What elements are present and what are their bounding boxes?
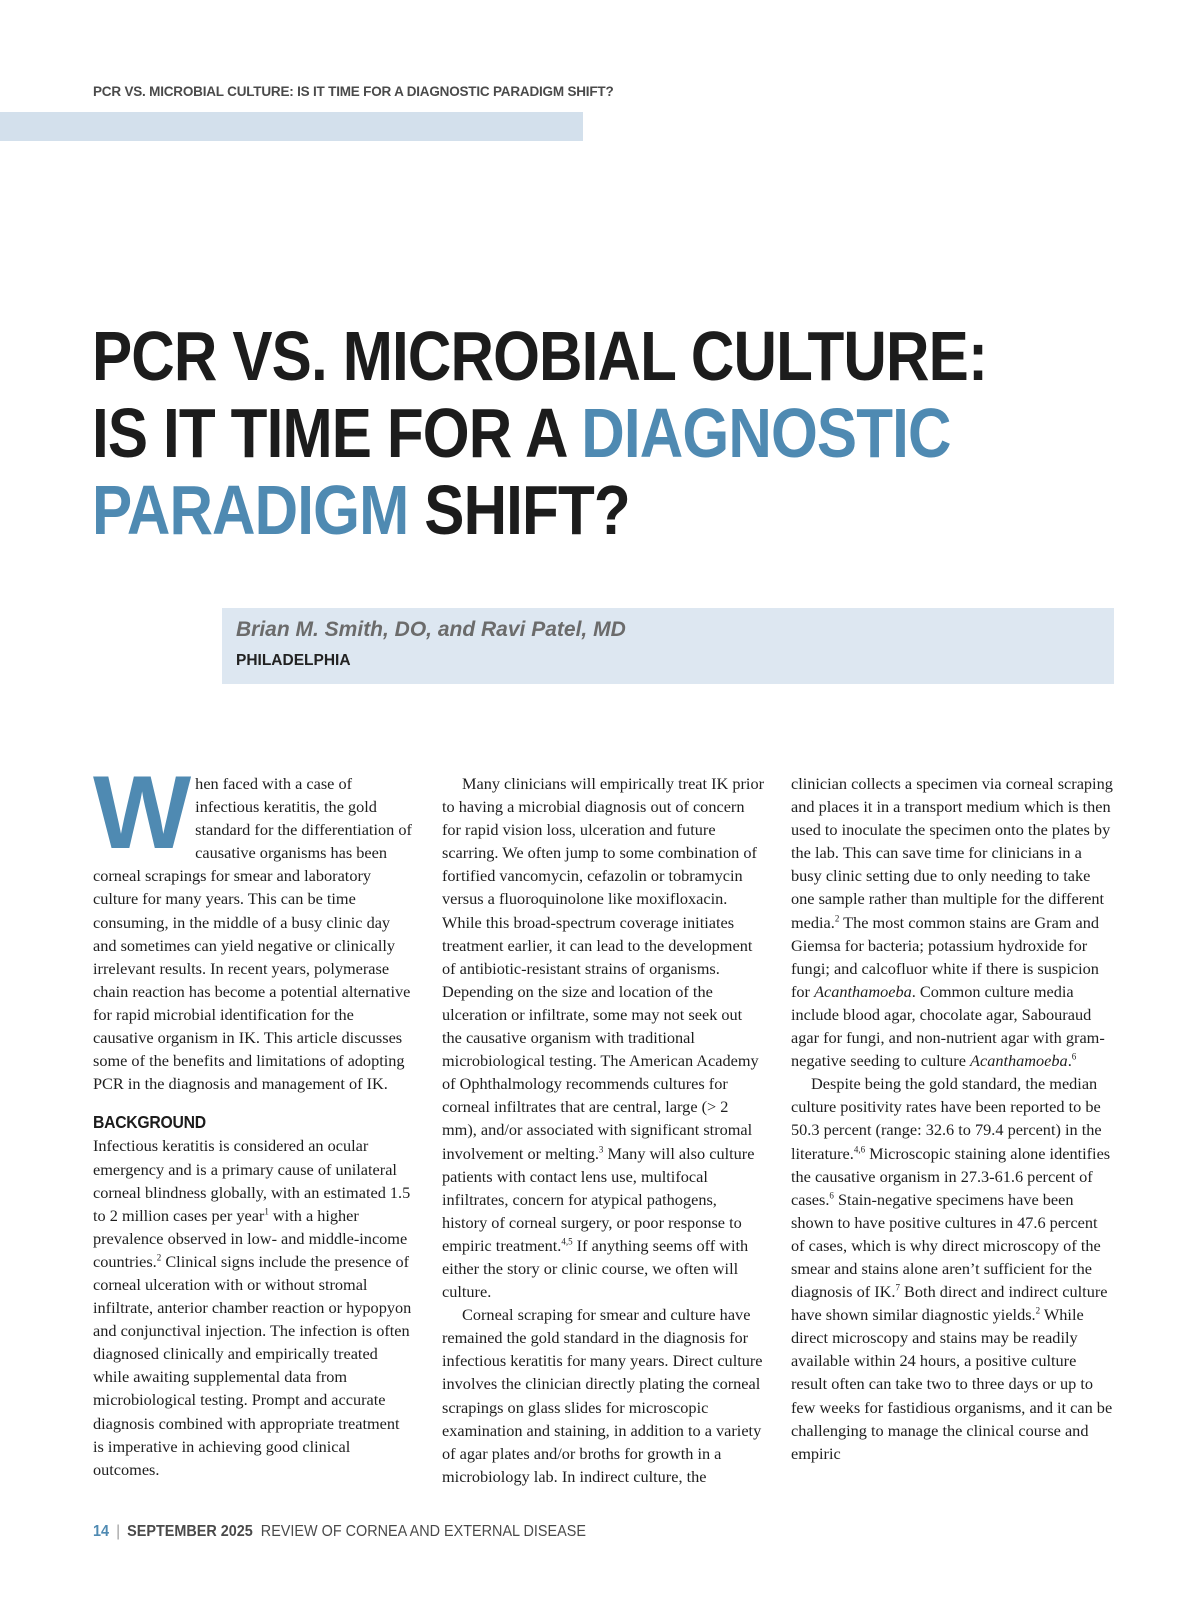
title-line-2-plain: IS IT TIME FOR A — [92, 394, 582, 472]
section-heading-background: BACKGROUND — [93, 1112, 206, 1133]
article-title — [92, 317, 988, 549]
byline-box — [222, 608, 1114, 684]
citation: 6 — [1071, 1051, 1077, 1062]
title-line-1: PCR VS. MICROBIAL CULTURE: — [92, 317, 988, 395]
citation: 6 — [829, 1190, 834, 1201]
citation: 7 — [895, 1282, 900, 1293]
citation: 1 — [264, 1206, 269, 1217]
page-number: 14 — [93, 1523, 110, 1540]
author-location: PHILADELPHIA — [236, 652, 351, 669]
author-names: Brian M. Smith, DO, and Ravi Patel, MD — [236, 618, 626, 641]
page-footer — [93, 1523, 586, 1541]
citation: 3 — [598, 1144, 604, 1155]
body-paragraph: Many clinicians will empirically treat IK prior to having a microbial diagnosis out of concern for rapid vision loss, ulceration and future scarring. We often jump to some combination of fortified vancomycin, cefazolin or tobramycin versus a fluoroquinolone like moxifloxacin. While this broad-spectrum coverage initiates treatment earlier, it can lead to the development of antibiotic-resistant strains of organisms. Depending on the size and location of the ulceration or infiltrate, some may not seek out the causative organism with traditional microbiological testing. The American Academy of Ophthalmology recommends cultures for corneal infiltrates that are central, large (> 2 mm), and/or associated with significant stromal involvement or melting.$^3$ Many will also culture patients with contact lens use, multifocal infiltrates, concern for atypical pathogens, history of corneal surgery, or poor response to empiric treatment.$^{4,5}$ If anything seems off with either the story or clinic course, we often will culture. — [442, 774, 765, 1302]
body-paragraph: Corneal scraping for smear and culture have remained the gold standard in the diagnosis for infectious keratitis for many years. Direct culture involves the clinician directly plating the corneal scrapings on glass slides for microscopic examination and staining, in addition to a variety of agar plates and/or broths for growth in a microbiology lab. In indirect culture, the — [442, 1305, 763, 1486]
footer-separator: | — [116, 1523, 120, 1540]
title-line-3-accent: PARADIGM — [92, 471, 409, 549]
body-column-1 — [93, 755, 413, 1481]
drop-cap: W — [93, 755, 188, 871]
background-paragraph: Infectious keratitis is considered an ocular emergency and is a primary cause of unilateral corneal blindness globally, with an estimated 1.5 to 2 million cases per year$^1$ with a higher prevalence observed in low- and middle-income countries.$^2$ Clinical signs include the presence of corneal ulceration with or without stromal infiltrate, anterior chamber reaction or hypopyon and conjunctival injection. The infection is often diagnosed clinically and empirically treated while awaiting supplemental data from microbiological testing. Prompt and accurate diagnosis combined with appropriate treatment is imperative in achieving good clinical outcomes. — [93, 1136, 412, 1479]
body-column-3 — [791, 772, 1113, 1465]
publication-name: REVIEW OF CORNEA AND EXTERNAL DISEASE — [260, 1523, 586, 1540]
title-line-2-accent: DIAGNOSTIC — [581, 394, 951, 472]
body-paragraph: clinician collects a specimen via corneal scraping and places it in a transport medium which is then used to inoculate the specimen onto the plates by the lab. This can save time for clinicians in a busy clinic setting due to only needing to take one sample rather than multiple for the different media.$^2$ The most common stains are Gram and Giemsa for bacteria; potassium hydroxide for fungi; and calcofluor white if there is suspicion for Acanthamoeba. Common culture media include blood agar, chocolate agar, Sabouraud agar for fungi, and non-nutrient agar with gram-negative seeding to culture Acanthamoeba.$^6$ — [791, 774, 1113, 1071]
citation: 2 — [834, 913, 840, 924]
issue-date: SEPTEMBER 2025 — [127, 1523, 253, 1540]
body-column-2 — [442, 772, 764, 1488]
citation: 4,6 — [853, 1144, 866, 1155]
citation: 4,5 — [561, 1236, 573, 1247]
running-head: PCR VS. MICROBIAL CULTURE: IS IT TIME FOR A DIAGNOSTIC PARADIGM SHIFT? — [93, 84, 614, 99]
citation: 2 — [1035, 1305, 1041, 1316]
body-paragraph: Despite being the gold standard, the median culture positivity rates have been reported to be 50.3 percent (range: 32.6 to 79.4 percent) in the literature.$^{4,6}$ Microscopic staining alone identifies the causative organism in 27.3-61.6 percent of cases.$^6$ Stain-negative specimens have been shown to have positive cultures in 47.6 percent of cases, which is why direct microscopy of the smear and stains alone aren’t sufficient for the diagnosis of IK.$^7$ Both direct and indirect culture have shown similar diagnostic yields.$^2$ While direct microscopy and stains may be readily available within 24 hours, a positive culture result often can take two to three days or up to few weeks for fastidious organisms, and it can be challenging to manage the clinical course and empiric — [791, 1074, 1113, 1463]
header-color-band — [0, 112, 583, 141]
citation: 2 — [156, 1252, 162, 1263]
title-line-3-plain: SHIFT? — [408, 471, 630, 549]
intro-paragraph: When faced with a case of infectious keratitis, the gold standard for the differentiation of causative organisms has been corneal scrapings for smear and laboratory culture for many years. This can be time consuming, in the middle of a busy clinic day and sometimes can yield negative or clinically irrelevant results. In recent years, polymerase chain reaction has become a potential alternative for rapid microbial identification for the causative organism in IK. This article discusses some of the benefits and limitations of adopting PCR in the diagnosis and management of IK. — [93, 755, 412, 1094]
